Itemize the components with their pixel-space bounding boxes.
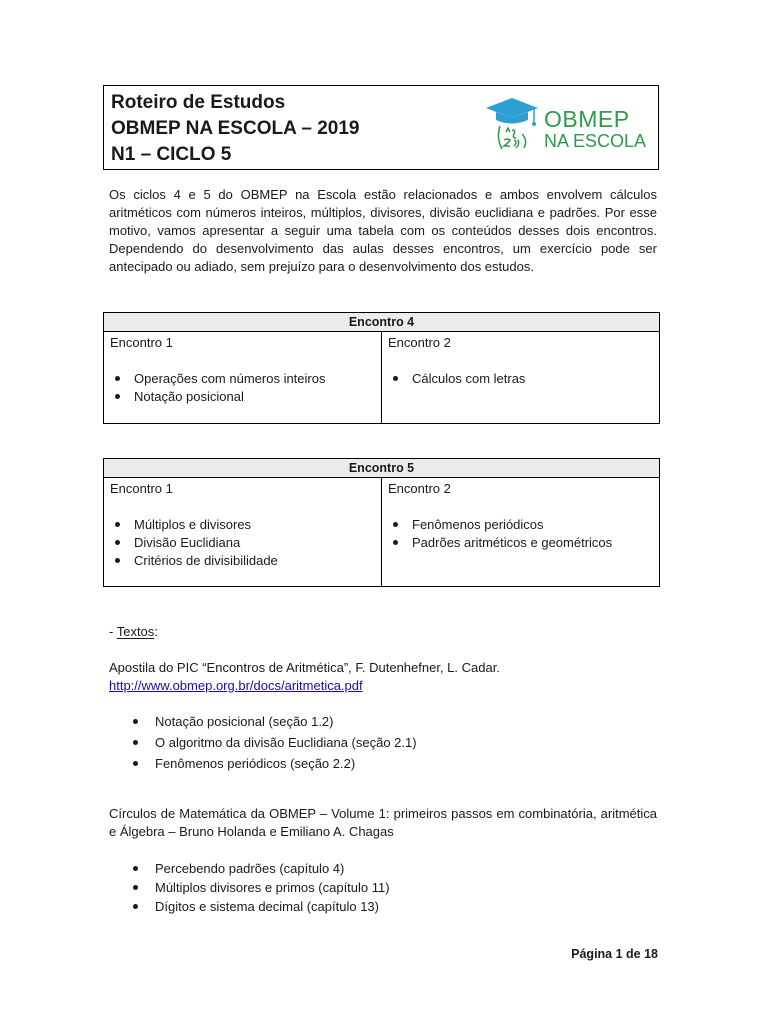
table-title: Encontro 5 [104, 459, 660, 478]
table-cell [104, 478, 382, 587]
textos-suffix: : [154, 624, 158, 639]
column-heading: Encontro 1 [110, 335, 173, 350]
logo-text-na-escola: NA ESCOLA [544, 131, 647, 151]
title-line-2: OBMEP NA ESCOLA – 2019 [111, 118, 360, 139]
list-item: O algoritmo da divisão Euclidiana (seção 2.1) [109, 732, 657, 753]
list-item: Fenômenos periódicos (seção 2.2) [109, 753, 657, 774]
graduation-cap-icon [482, 94, 544, 160]
table-cell [382, 332, 660, 424]
reference-1-list [109, 711, 657, 774]
textos-label: Textos [116, 624, 155, 639]
list-item: Operações com números inteiros [110, 370, 374, 388]
list-item: Notação posicional [110, 388, 374, 406]
list-item: Cálculos com letras [388, 370, 652, 388]
encontro-4-table [103, 312, 660, 424]
reference-2-list [109, 859, 657, 916]
list-item: Padrões aritméticos e geométricos [388, 534, 652, 552]
list-item: Fenômenos periódicos [388, 516, 652, 534]
list-item: Percebendo padrões (capítulo 4) [109, 859, 657, 878]
obmep-logo [482, 94, 652, 160]
list-item: Critérios de divisibilidade [110, 552, 374, 570]
title-line-1: Roteiro de Estudos [111, 92, 286, 113]
reference-2-text: Círculos de Matemática da OBMEP – Volume 1: primeiros passos em combinatória, aritmética e Álgebra – Bruno Holanda e Emiliano A. Chagas [109, 806, 657, 839]
textos-prefix: - [109, 624, 117, 639]
column-heading: Encontro 2 [388, 481, 451, 496]
logo-text-obmep: OBMEP [544, 106, 630, 132]
column-heading: Encontro 1 [110, 481, 173, 496]
reference-1-text: Apostila do PIC “Encontros de Aritmética”, F. Dutenhefner, L. Cadar. [109, 660, 500, 675]
page-number: Página 1 de 18 [571, 947, 658, 961]
table-title: Encontro 4 [104, 313, 660, 332]
table-cell [382, 478, 660, 587]
document-title [111, 90, 359, 168]
column-heading: Encontro 2 [388, 335, 451, 350]
title-line-3: N1 – CICLO 5 [111, 144, 232, 165]
header-box [103, 85, 659, 170]
textos-heading [109, 624, 158, 639]
encontro-5-table [103, 458, 660, 587]
reference-1 [109, 659, 657, 695]
table-cell [104, 332, 382, 424]
list-item: Múltiplos e divisores [110, 516, 374, 534]
list-item: Dígitos e sistema decimal (capítulo 13) [109, 897, 657, 916]
list-item: Divisão Euclidiana [110, 534, 374, 552]
list-item: Múltiplos divisores e primos (capítulo 11) [109, 878, 657, 897]
list-item: Notação posicional (seção 1.2) [109, 711, 657, 732]
intro-paragraph: Os ciclos 4 e 5 do OBMEP na Escola estão relacionados e ambos envolvem cálculos aritméticos com números inteiros, múltiplos, divisores, divisão euclidiana e padrões. Por esse motivo, vamos apresentar a seguir uma tabela com os conteúdos desses dois encontros. Dependendo do desenvolvimento das aulas desses encontros, um exercício pode ser antecipado ou adiado, sem prejuízo para o desenvolvimento dos estudos. [109, 187, 657, 274]
aritmetica-pdf-link[interactable]: http://www.obmep.org.br/docs/aritmetica.pdf [109, 678, 363, 693]
